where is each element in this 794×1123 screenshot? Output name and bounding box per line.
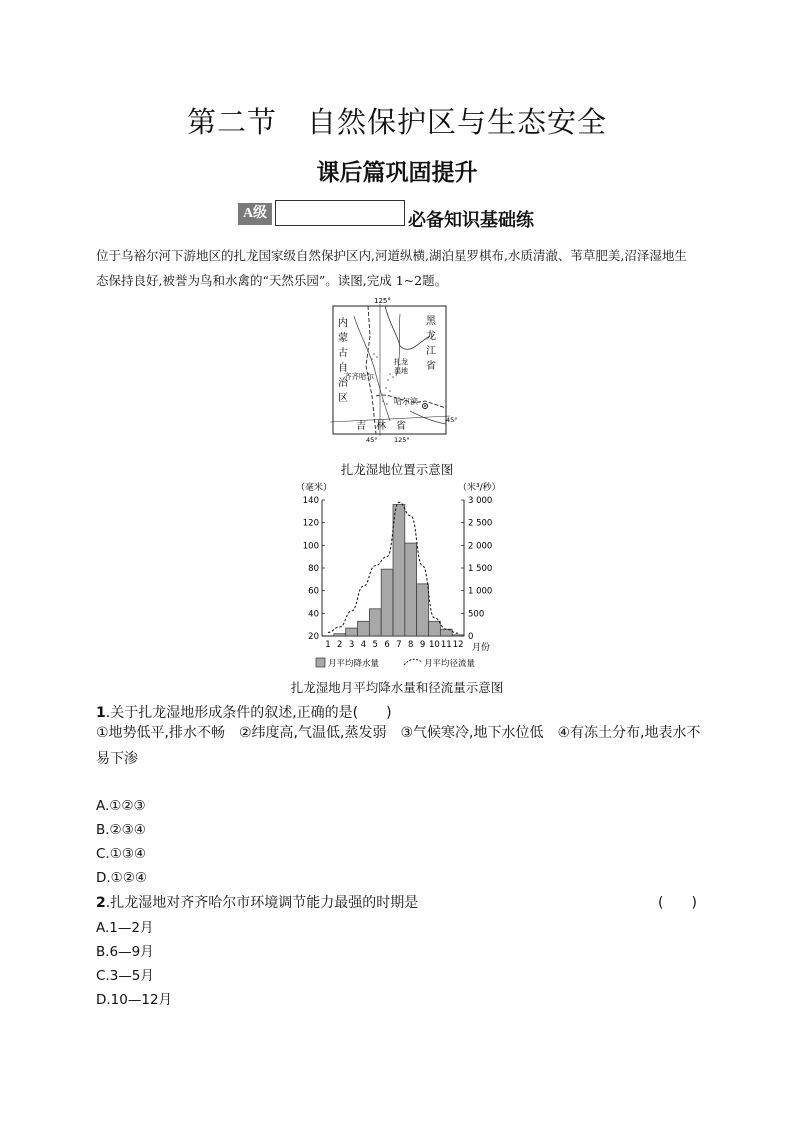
x-tick-label: 3	[348, 640, 355, 650]
inner-mongolia-label-2: 蒙	[338, 333, 348, 344]
question-1-option-c[interactable]: C.①③④	[96, 846, 147, 862]
question-1-option-a[interactable]: A.①②③	[96, 798, 146, 814]
precip-bar	[405, 543, 417, 636]
chart-caption: 扎龙湿地月平均降水量和径流量示意图	[290, 680, 504, 695]
map-caption: 扎龙湿地位置示意图	[340, 462, 454, 477]
zhalong-label-1: 扎龙	[394, 358, 408, 366]
y-right-tick-label: 500	[468, 609, 485, 620]
legend-runoff: 月平均径流量	[424, 659, 476, 669]
inner-mongolia-label-3: 古	[338, 348, 348, 359]
x-axis-label: 月份	[472, 643, 491, 653]
x-tick-label: 1	[325, 640, 331, 650]
level-badge: A级	[238, 203, 272, 225]
question-1-statements: ①地势低平,排水不畅 ②纬度高,气温低,蒸发弱 ③气候寒冷,地下水位低 ④有冻土分布,地表水不易下渗	[96, 725, 701, 767]
inner-mongolia-label-5: 治	[338, 378, 348, 389]
heilongjiang-label-3: 江	[426, 346, 436, 357]
x-tick-label: 5	[372, 640, 378, 650]
question-1-option-b[interactable]: B.②③④	[96, 822, 146, 838]
question-2-number: 2	[96, 895, 106, 911]
x-tick-label: 6	[384, 640, 390, 650]
x-tick-label: 11	[440, 640, 452, 650]
precip-runoff-chart	[286, 478, 516, 674]
qiqihar-label: 齐齐哈尔	[344, 372, 374, 381]
y-right-tick-label: 3 000	[468, 496, 493, 506]
y-left-label: （毫米）	[296, 483, 333, 493]
y-left-tick-label: 40	[308, 609, 319, 620]
section-title: 第二节 自然保护区与生态安全	[186, 105, 607, 139]
level-heading: 必备知识基础练	[408, 210, 534, 231]
precip-bar	[369, 609, 381, 636]
precip-bar	[334, 634, 346, 636]
question-1	[96, 702, 392, 722]
legend-precip: 月平均降水量	[328, 659, 380, 669]
y-right-tick-label: 1 000	[468, 586, 493, 597]
heilongjiang-label-1: 黑	[426, 316, 436, 327]
subtitle: 课后篇巩固提升	[316, 160, 478, 186]
lat-right-label: 45°	[446, 416, 458, 424]
precip-bar	[393, 505, 405, 636]
score-box[interactable]	[275, 200, 405, 226]
lon-bottom-label: 125°	[394, 436, 410, 444]
precip-bar	[358, 621, 370, 636]
y-left-tick-label: 60	[308, 586, 319, 597]
precip-bar	[381, 569, 393, 636]
y-left-tick-label: 100	[302, 541, 319, 552]
y-left-tick-label: 140	[302, 496, 319, 506]
legend-line-swatch	[404, 659, 422, 665]
legend-bar-swatch	[316, 658, 325, 667]
x-tick-label: 8	[408, 640, 414, 650]
question-2-option-a[interactable]: A.1—2月	[96, 920, 154, 936]
precip-bar	[417, 584, 429, 636]
y-right-tick-label: 1 500	[468, 564, 493, 574]
y-right-label: （米³/秒）	[458, 483, 501, 493]
precip-bar	[429, 621, 441, 636]
question-1-number: 1	[96, 705, 106, 721]
x-tick-label: 7	[396, 640, 402, 650]
y-right-tick-label: 0	[468, 632, 474, 642]
question-2	[96, 892, 418, 912]
y-left-tick-label: 20	[308, 632, 319, 642]
x-tick-label: 4	[360, 640, 367, 650]
question-1-stem: .关于扎龙湿地形成条件的叙述,正确的是( )	[105, 705, 392, 721]
precip-bar	[346, 628, 358, 636]
x-tick-label: 10	[429, 640, 440, 650]
x-tick-label: 9	[419, 640, 426, 650]
harbin-label: 哈尔滨	[394, 397, 418, 406]
inner-mongolia-label-4: 自	[338, 363, 348, 374]
x-tick-label: 2	[337, 640, 343, 650]
heilongjiang-label-2: 龙	[426, 331, 436, 342]
question-2-answer-bracket[interactable]: ( )	[658, 895, 697, 911]
zhalong-label-2: 湿地	[394, 367, 408, 375]
heilongjiang-label-4: 省	[426, 361, 436, 372]
question-2-option-c[interactable]: C.3—5月	[96, 968, 154, 984]
question-1-option-d[interactable]: D.①②④	[96, 870, 147, 886]
y-right-tick-label: 2 000	[468, 541, 493, 552]
question-2-option-b[interactable]: B.6—9月	[96, 944, 154, 960]
zhalong-location-map	[330, 296, 465, 444]
y-left-tick-label: 80	[308, 564, 319, 574]
lat-bottom-label: 45°	[366, 436, 378, 444]
inner-mongolia-label-6: 区	[338, 393, 348, 404]
x-tick-label: 12	[452, 640, 464, 650]
inner-mongolia-label-1: 内	[338, 318, 348, 329]
jilin-label: 吉 林 省	[356, 421, 406, 432]
question-2-stem: .扎龙湿地对齐齐哈尔市环境调节能力最强的时期是	[105, 895, 419, 911]
question-2-option-d[interactable]: D.10—12月	[96, 992, 173, 1008]
y-right-tick-label: 2 500	[468, 518, 493, 529]
lon-top-label: 125°	[374, 297, 391, 305]
y-left-tick-label: 120	[302, 518, 319, 529]
intro-paragraph: 位于乌裕尔河下游地区的扎龙国家级自然保护区内,河道纵横,湖泊星罗棋布,水质清澈、苇草肥美,沼泽湿地生态保持良好,被誉为鸟和水禽的“天然乐园”。读图,完成 1~2题。	[96, 248, 687, 288]
